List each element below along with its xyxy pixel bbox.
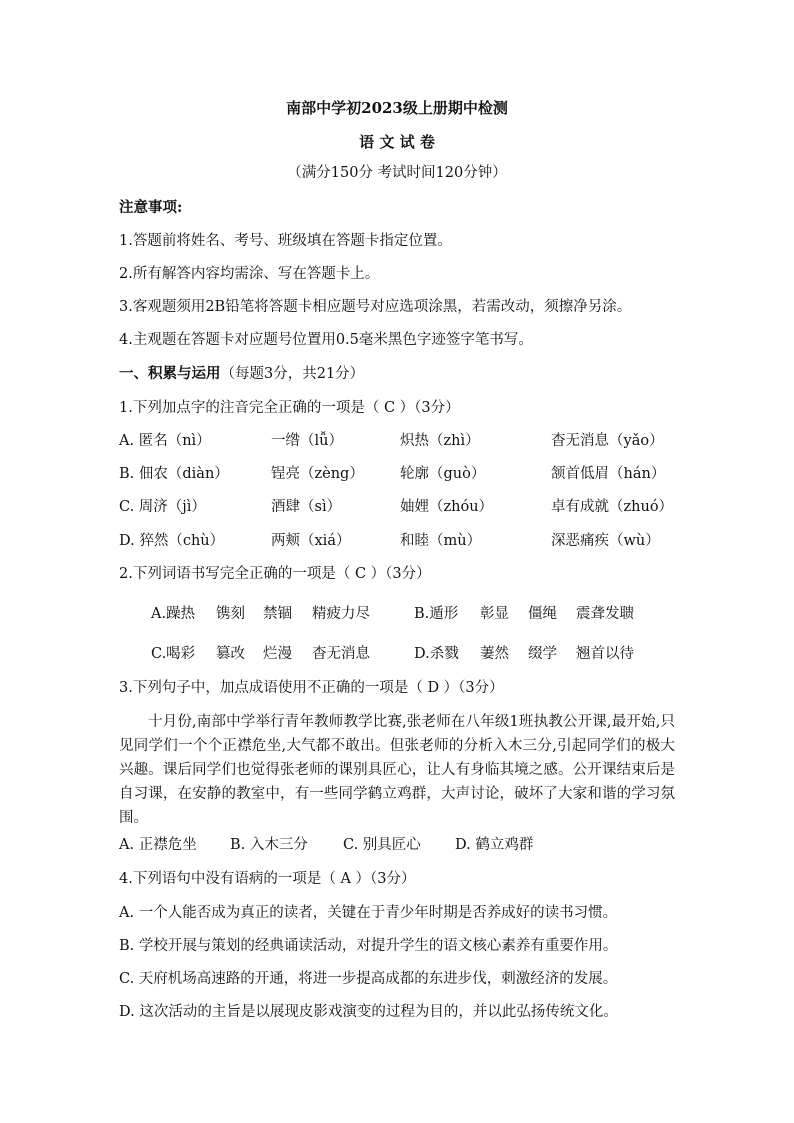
exam-meta: （满分150分 考试时间120分钟） bbox=[287, 165, 507, 181]
section-heading bbox=[119, 364, 364, 384]
section-score: （每题3分，共21分） bbox=[220, 366, 365, 382]
q4-option: B. 学校开展与策划的经典诵读活动，对提升学生的语文核心素养有重要作用。 bbox=[119, 938, 618, 954]
q1-option: 锃亮（zèng） bbox=[271, 466, 364, 482]
q2-word: 篡改 bbox=[216, 646, 245, 662]
q1-option: 炽热（zhì） bbox=[400, 433, 480, 449]
q1-option: 妯娌（zhóu） bbox=[400, 499, 494, 515]
q2-word: 镌刻 bbox=[216, 606, 245, 622]
q3-option: C. 别具匠心 bbox=[343, 837, 421, 853]
q2-word: D.杀戮 bbox=[414, 646, 459, 662]
q4-option: C. 天府机场高速路的开通，将进一步提高成都的东进步伐，刺激经济的发展。 bbox=[119, 971, 618, 987]
section-title: 一、积累与运用 bbox=[119, 365, 221, 382]
question-3-passage: 十月份,南部中学举行青年教师教学比赛,张老师在八年级1班执教公开课,最开始,只见同学们一个个正襟危坐,大气都不敢出。但张老师的分析入木三分,引起同学们的极大兴趣。课后同学们也觉得张老师的课别具匠心，让人有身临其境之感。公开课结束后是自习课，在安静的教室中，有一些同学鹤立鸡群，大声讨论，破坏了大家和谐的学习氛围。 bbox=[119, 714, 675, 826]
q2-word: 震聋发聩 bbox=[576, 606, 634, 622]
note-item: 4.主观题在答题卡对应题号位置用0.5毫米黑色字迹签字笔书写。 bbox=[119, 332, 533, 348]
q2-word: 彰显 bbox=[480, 606, 509, 622]
q2-word: 精疲力尽 bbox=[312, 606, 370, 622]
note-item: 1.答题前将姓名、考号、班级填在答题卡指定位置。 bbox=[119, 233, 452, 249]
q4-option: A. 一个人能否成为真正的读者，关键在于青少年时期是否养成好的读书习惯。 bbox=[119, 905, 618, 921]
q2-word: 缀学 bbox=[528, 646, 557, 662]
q1-option: 颔首低眉（hán） bbox=[551, 466, 666, 482]
q3-option: A. 正襟危坐 bbox=[119, 837, 197, 853]
q1-option: 轮廓（guò） bbox=[400, 466, 486, 482]
q1-option: D. 猝然（chù） bbox=[119, 533, 225, 549]
q1-option: B. 佃农（diàn） bbox=[119, 466, 229, 482]
question-4-stem: 4.下列语句中没有语病的一项是（ A ）（3分） bbox=[119, 871, 416, 887]
q3-option: D. 鹤立鸡群 bbox=[455, 837, 534, 853]
question-2-stem: 2.下列词语书写完全正确的一项是（ C ）（3分） bbox=[119, 566, 431, 582]
notes-heading: 注意事项: bbox=[119, 199, 183, 216]
question-3-stem: 3.下列句子中，加点成语使用不正确的一项是（ D ）（3分） bbox=[119, 680, 504, 696]
q2-word: 僵绳 bbox=[528, 606, 557, 622]
q1-option: 杳无消息（yǎo） bbox=[551, 433, 664, 449]
note-item: 3.客观题须用2B铅笔将答题卡相应题号对应选项涂黑，若需改动，须擦净另涂。 bbox=[119, 299, 632, 315]
q2-word: 萋然 bbox=[480, 646, 509, 662]
q2-word: C.喝彩 bbox=[151, 646, 196, 662]
q2-word: A.躁热 bbox=[151, 606, 196, 622]
question-1-stem: 1.下列加点字的注音完全正确的一项是（ C ）（3分） bbox=[119, 400, 460, 416]
q1-option: 两颊（xiá） bbox=[271, 533, 351, 549]
q1-option: A. 匿名（nì） bbox=[119, 433, 211, 449]
q3-option: B. 入木三分 bbox=[230, 837, 308, 853]
q4-option: D. 这次活动的主旨是以展现皮影戏演变的过程为目的，并以此弘扬传统文化。 bbox=[119, 1004, 618, 1020]
q1-option: 深恶痛疾（wù） bbox=[551, 533, 660, 549]
q2-word: B.遁形 bbox=[414, 606, 459, 622]
q2-word: 杳无消息 bbox=[312, 646, 370, 662]
q1-option: 酒肆（sì） bbox=[271, 499, 342, 515]
q2-word: 禁锢 bbox=[263, 606, 292, 622]
q1-option: 一绺（lǚ） bbox=[271, 433, 343, 449]
exam-title: 南部中学初2023级上册期中检测 bbox=[286, 99, 508, 117]
q1-option: 卓有成就（zhuó） bbox=[551, 499, 674, 515]
q1-option: 和睦（mù） bbox=[400, 533, 482, 549]
exam-subject: 语 文 试 卷 bbox=[359, 133, 435, 151]
q2-word: 烂漫 bbox=[263, 646, 292, 662]
q2-word: 翘首以待 bbox=[576, 646, 634, 662]
q1-option: C. 周济（jì） bbox=[119, 499, 206, 515]
note-item: 2.所有解答内容均需涂、写在答题卡上。 bbox=[119, 266, 380, 282]
